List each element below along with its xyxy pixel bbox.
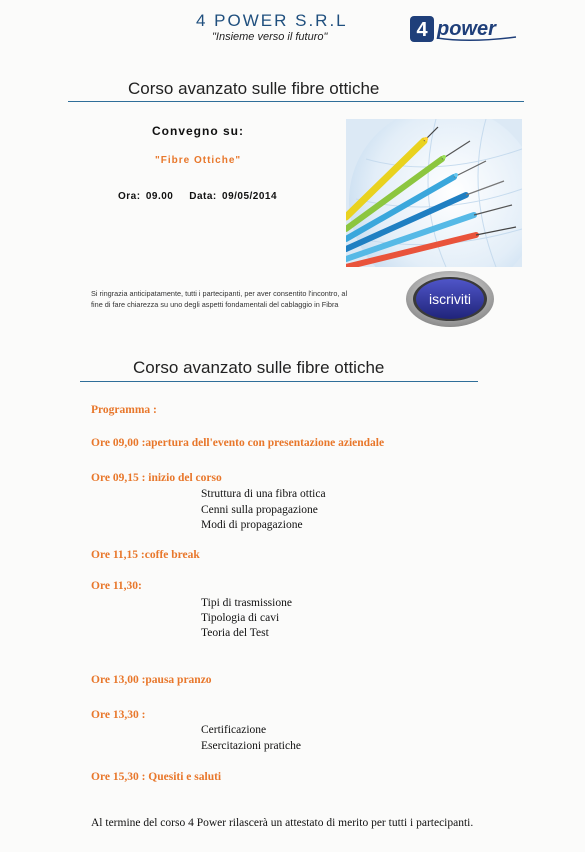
schedule-subitem: Modi di propagazione bbox=[201, 519, 303, 531]
event-date: Data: 09/05/2014 bbox=[189, 191, 278, 202]
schedule-item: Ore 11,30: bbox=[91, 580, 142, 592]
4power-logo bbox=[410, 13, 518, 45]
schedule-item: Ore 13,30 : bbox=[91, 709, 146, 721]
programma-label: Programma : bbox=[91, 404, 157, 416]
convegno-topic: "Fibre Ottiche" bbox=[155, 155, 242, 166]
schedule-item: Ore 09,15 : inizio del corso bbox=[91, 472, 222, 484]
svg-text:4: 4 bbox=[416, 19, 428, 41]
schedule-subitem: Certificazione bbox=[201, 724, 267, 736]
thanks-text: Si ringrazia anticipatamente, tutti i partecipanti, per aver consentito l'incontro, al fine di fare chiarezza su uno degli aspetti fondamentali del cablaggio in Fibra bbox=[91, 289, 348, 309]
company-tagline: "Insieme verso il futuro" bbox=[212, 31, 328, 43]
schedule-subitem: Tipi di trasmissione bbox=[201, 597, 292, 609]
company-name: 4 POWER S.R.L bbox=[196, 11, 348, 30]
schedule-item: Ore 15,30 : Quesiti e saluti bbox=[91, 771, 222, 783]
schedule-subitem: Struttura di una fibra ottica bbox=[201, 488, 326, 500]
title-divider-2 bbox=[80, 381, 478, 382]
fiber-optic-image bbox=[346, 119, 522, 267]
schedule-subitem: Esercitazioni pratiche bbox=[201, 740, 301, 752]
schedule-item: Ore 11,15 :coffe break bbox=[91, 549, 200, 561]
iscriviti-button[interactable] bbox=[404, 268, 496, 328]
convegno-label: Convegno su: bbox=[152, 124, 244, 138]
schedule-subitem: Cenni sulla propagazione bbox=[201, 504, 318, 516]
closing-text: Al termine del corso 4 Power rilascerà un attestato di merito per tutti i partecipanti. bbox=[91, 817, 474, 829]
title-divider-1 bbox=[68, 101, 524, 102]
schedule-item: Ore 09,00 :apertura dell'evento con presentazione aziendale bbox=[91, 437, 385, 449]
event-time: Ora: 09.00 bbox=[118, 191, 174, 202]
schedule-subitem: Tipologia di cavi bbox=[201, 612, 280, 624]
iscriviti-button-graphic bbox=[404, 268, 496, 328]
iscriviti-button-label: iscriviti bbox=[429, 291, 471, 307]
svg-text:power: power bbox=[437, 18, 496, 40]
section-title-2: Corso avanzato sulle fibre ottiche bbox=[133, 358, 385, 377]
schedule-subitem: Teoria del Test bbox=[201, 627, 269, 639]
schedule-item: Ore 13,00 :pausa pranzo bbox=[91, 674, 212, 686]
event-time-date bbox=[118, 191, 277, 202]
section-title-1: Corso avanzato sulle fibre ottiche bbox=[128, 79, 380, 98]
